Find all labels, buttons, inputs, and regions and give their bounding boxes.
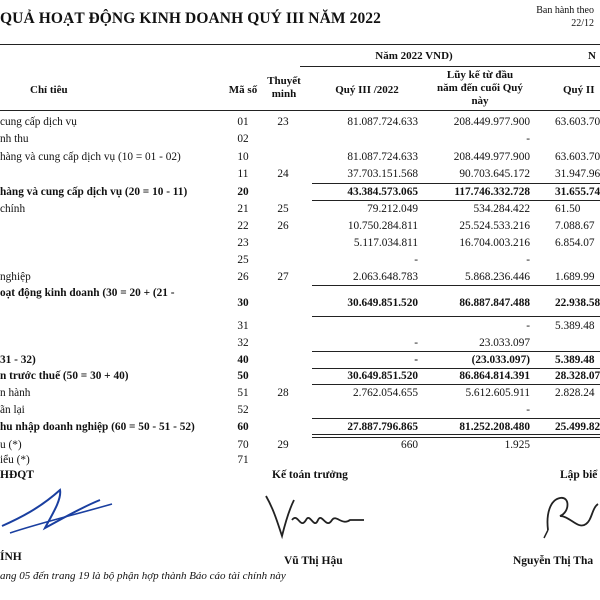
row-label: hàng và cung cấp dịch vụ (10 = 01 - 02) — [0, 151, 181, 163]
row-note: 27 — [277, 271, 289, 283]
row-label: nh thu — [0, 133, 29, 145]
row-note: 24 — [277, 168, 289, 180]
issued-line-2: 22/12 — [571, 18, 594, 29]
row-prev-value: 22.938.58 — [555, 297, 600, 309]
table-row — [0, 166, 600, 182]
col-ytd-line-2: năm đến cuối Quý — [437, 82, 523, 94]
row-code: 70 — [237, 439, 249, 451]
row-ytd-value: - — [526, 133, 530, 145]
row-label: u (*) — [0, 439, 22, 451]
row-prev-value: 31.655.74 — [555, 186, 600, 198]
col-note-line-2: minh — [271, 88, 297, 100]
chief-accountant-signature — [260, 490, 370, 540]
table-row — [0, 385, 600, 401]
row-label: n hành — [0, 387, 31, 399]
row-q3-value: 81.087.724.633 — [347, 151, 418, 163]
row-ytd-value: 5.868.236.446 — [465, 271, 530, 283]
row-ytd-value: 90.703.645.172 — [459, 168, 530, 180]
issued-line-1: Ban hành theo — [536, 5, 594, 16]
row-ytd-value: 1.925 — [504, 439, 530, 451]
row-note: 28 — [277, 387, 289, 399]
row-ytd-value: 81.252.208.480 — [459, 421, 530, 433]
row-code: 21 — [237, 203, 249, 215]
board-signature — [0, 478, 120, 538]
row-ytd-value: 25.524.533.216 — [459, 220, 530, 232]
col-ytd — [420, 69, 540, 108]
row-code: 52 — [237, 404, 249, 416]
header-top-rule — [0, 44, 600, 45]
footnote: ang 05 đến trang 19 là bộ phận hợp thành Báo cáo tài chính này — [0, 570, 286, 582]
row-q3-value: - — [414, 337, 418, 349]
table-row — [0, 201, 600, 217]
row-q3-value: - — [414, 354, 418, 366]
row-code: 25 — [237, 254, 249, 266]
row-ytd-value: 117.746.332.728 — [454, 186, 530, 198]
row-code: 71 — [237, 454, 249, 466]
report-title: QUẢ HOẠT ĐỘNG KINH DOANH QUÝ III NĂM 2022 — [0, 10, 381, 27]
row-prev-value: 5.389.48 — [555, 320, 595, 332]
col-note — [262, 75, 306, 101]
table-row — [0, 318, 600, 334]
row-ytd-value: (23.033.097) — [471, 354, 530, 366]
table-row — [0, 114, 600, 130]
row-code: 10 — [237, 151, 249, 163]
row-label: n trước thuế (50 = 30 + 40) — [0, 370, 129, 382]
row-ytd-value: 16.704.003.216 — [459, 237, 530, 249]
row-ytd-value: 534.284.422 — [473, 203, 530, 215]
row-code: 30 — [237, 297, 249, 309]
row-label: hu nhập doanh nghiệp (60 = 50 - 51 - 52) — [0, 421, 195, 433]
row-label: ãn lại — [0, 404, 25, 416]
board-name: ÍNH — [0, 551, 22, 563]
row-label: iểu (*) — [0, 454, 30, 466]
table-row — [0, 419, 600, 435]
table-row — [0, 252, 600, 268]
row-label: oạt động kinh doanh (30 = 20 + (21 - — [0, 287, 175, 299]
row-ytd-value: 208.449.977.900 — [453, 116, 530, 128]
header-bottom-rule — [0, 110, 600, 111]
col-note-line-1: Thuyết — [267, 75, 301, 87]
row-ytd-value: - — [526, 254, 530, 266]
row-code: 23 — [237, 237, 249, 249]
table-row — [0, 368, 600, 384]
row-note: 23 — [277, 116, 289, 128]
row-prev-value: 7.088.67 — [555, 220, 595, 232]
row-code: 02 — [237, 133, 249, 145]
table-row — [0, 149, 600, 165]
row-code: 11 — [237, 168, 249, 180]
row-prev-value: 63.603.70 — [555, 151, 600, 163]
table-row — [0, 269, 600, 285]
row-label: chính — [0, 203, 26, 215]
board-title: HĐQT — [0, 469, 34, 481]
table-row — [0, 437, 600, 453]
row-prev-value: 31.947.96 — [555, 168, 600, 180]
row-q3-value: 79.212.049 — [367, 203, 418, 215]
row-code: 01 — [237, 116, 249, 128]
chief-accountant-name: Vũ Thị Hậu — [284, 555, 343, 567]
row-note: 25 — [277, 203, 289, 215]
table-row — [0, 184, 600, 200]
row-q3-value: 2.063.648.783 — [353, 271, 418, 283]
preparer-signature — [540, 490, 600, 540]
row-note: 29 — [277, 439, 289, 451]
col-ytd-line-1: Lũy kế từ đầu — [446, 69, 514, 81]
row-code: 40 — [237, 354, 249, 366]
row-prev-value: 61.50 — [555, 203, 581, 215]
issued-note — [536, 4, 594, 30]
row-label: hàng và cung cấp dịch vụ (20 = 10 - 11) — [0, 186, 188, 198]
row-code: 51 — [237, 387, 249, 399]
row-q3-value: 5.117.034.811 — [353, 237, 418, 249]
row-ytd-value: 86.864.814.391 — [459, 370, 530, 382]
row-ytd-value: 208.449.977.900 — [453, 151, 530, 163]
header-mid-rule — [300, 66, 600, 67]
row-ytd-value: 23.033.097 — [479, 337, 530, 349]
col-q3-prev: Quý II — [563, 84, 595, 96]
row-label: 31 - 32) — [0, 354, 36, 366]
row-prev-value: 6.854.07 — [555, 237, 595, 249]
row-ytd-value: 86.887.847.488 — [459, 297, 530, 309]
row-q3-value: 2.762.054.655 — [353, 387, 418, 399]
row-q3-value: 43.384.573.065 — [347, 186, 418, 198]
col-q3: Quý III /2022 — [335, 84, 399, 96]
table-row — [0, 131, 600, 147]
table-row — [0, 295, 600, 311]
table-row — [0, 218, 600, 234]
preparer-name: Nguyễn Thị Tha — [513, 555, 594, 567]
chief-accountant-title: Kế toán trưởng — [272, 469, 348, 481]
row-code: 31 — [237, 320, 249, 332]
subtotal-rule — [312, 316, 600, 317]
row-label: nghiệp — [0, 271, 31, 283]
row-q3-value: 660 — [401, 439, 418, 451]
row-code: 20 — [237, 186, 249, 198]
row-q3-value: - — [414, 254, 418, 266]
row-q3-value: 37.703.151.568 — [347, 168, 418, 180]
row-q3-value: 10.750.284.811 — [347, 220, 418, 232]
table-row — [0, 335, 600, 351]
row-label: cung cấp dịch vụ — [0, 116, 77, 128]
row-prev-value: 1.689.99 — [555, 271, 595, 283]
table-row — [0, 452, 600, 468]
row-ytd-value: - — [526, 404, 530, 416]
row-ytd-value: 5.612.605.911 — [465, 387, 530, 399]
col-code: Mã số — [228, 84, 258, 96]
unit-header-right: N — [588, 50, 596, 62]
table-row — [0, 402, 600, 418]
row-code: 60 — [237, 421, 249, 433]
unit-header: Năm 2022 VND) — [375, 50, 453, 62]
row-prev-value: 63.603.70 — [555, 116, 600, 128]
row-ytd-value: - — [526, 320, 530, 332]
row-prev-value: 2.828.24 — [555, 387, 595, 399]
row-code: 32 — [237, 337, 249, 349]
col-ytd-line-3: này — [471, 95, 489, 107]
row-q3-value: 30.649.851.520 — [347, 370, 418, 382]
row-prev-value: 5.389.48 — [555, 354, 595, 366]
row-prev-value: 25.499.82 — [555, 421, 600, 433]
row-prev-value: 28.328.07 — [555, 370, 600, 382]
row-code: 22 — [237, 220, 249, 232]
row-code: 50 — [237, 370, 249, 382]
row-q3-value: 30.649.851.520 — [347, 297, 418, 309]
row-code: 26 — [237, 271, 249, 283]
preparer-title: Lập biể — [560, 469, 598, 481]
table-row — [0, 352, 600, 368]
row-q3-value: 81.087.724.633 — [347, 116, 418, 128]
col-indicator: Chỉ tiêu — [30, 84, 68, 96]
row-note: 26 — [277, 220, 289, 232]
row-q3-value: 27.887.796.865 — [347, 421, 418, 433]
table-row — [0, 235, 600, 251]
